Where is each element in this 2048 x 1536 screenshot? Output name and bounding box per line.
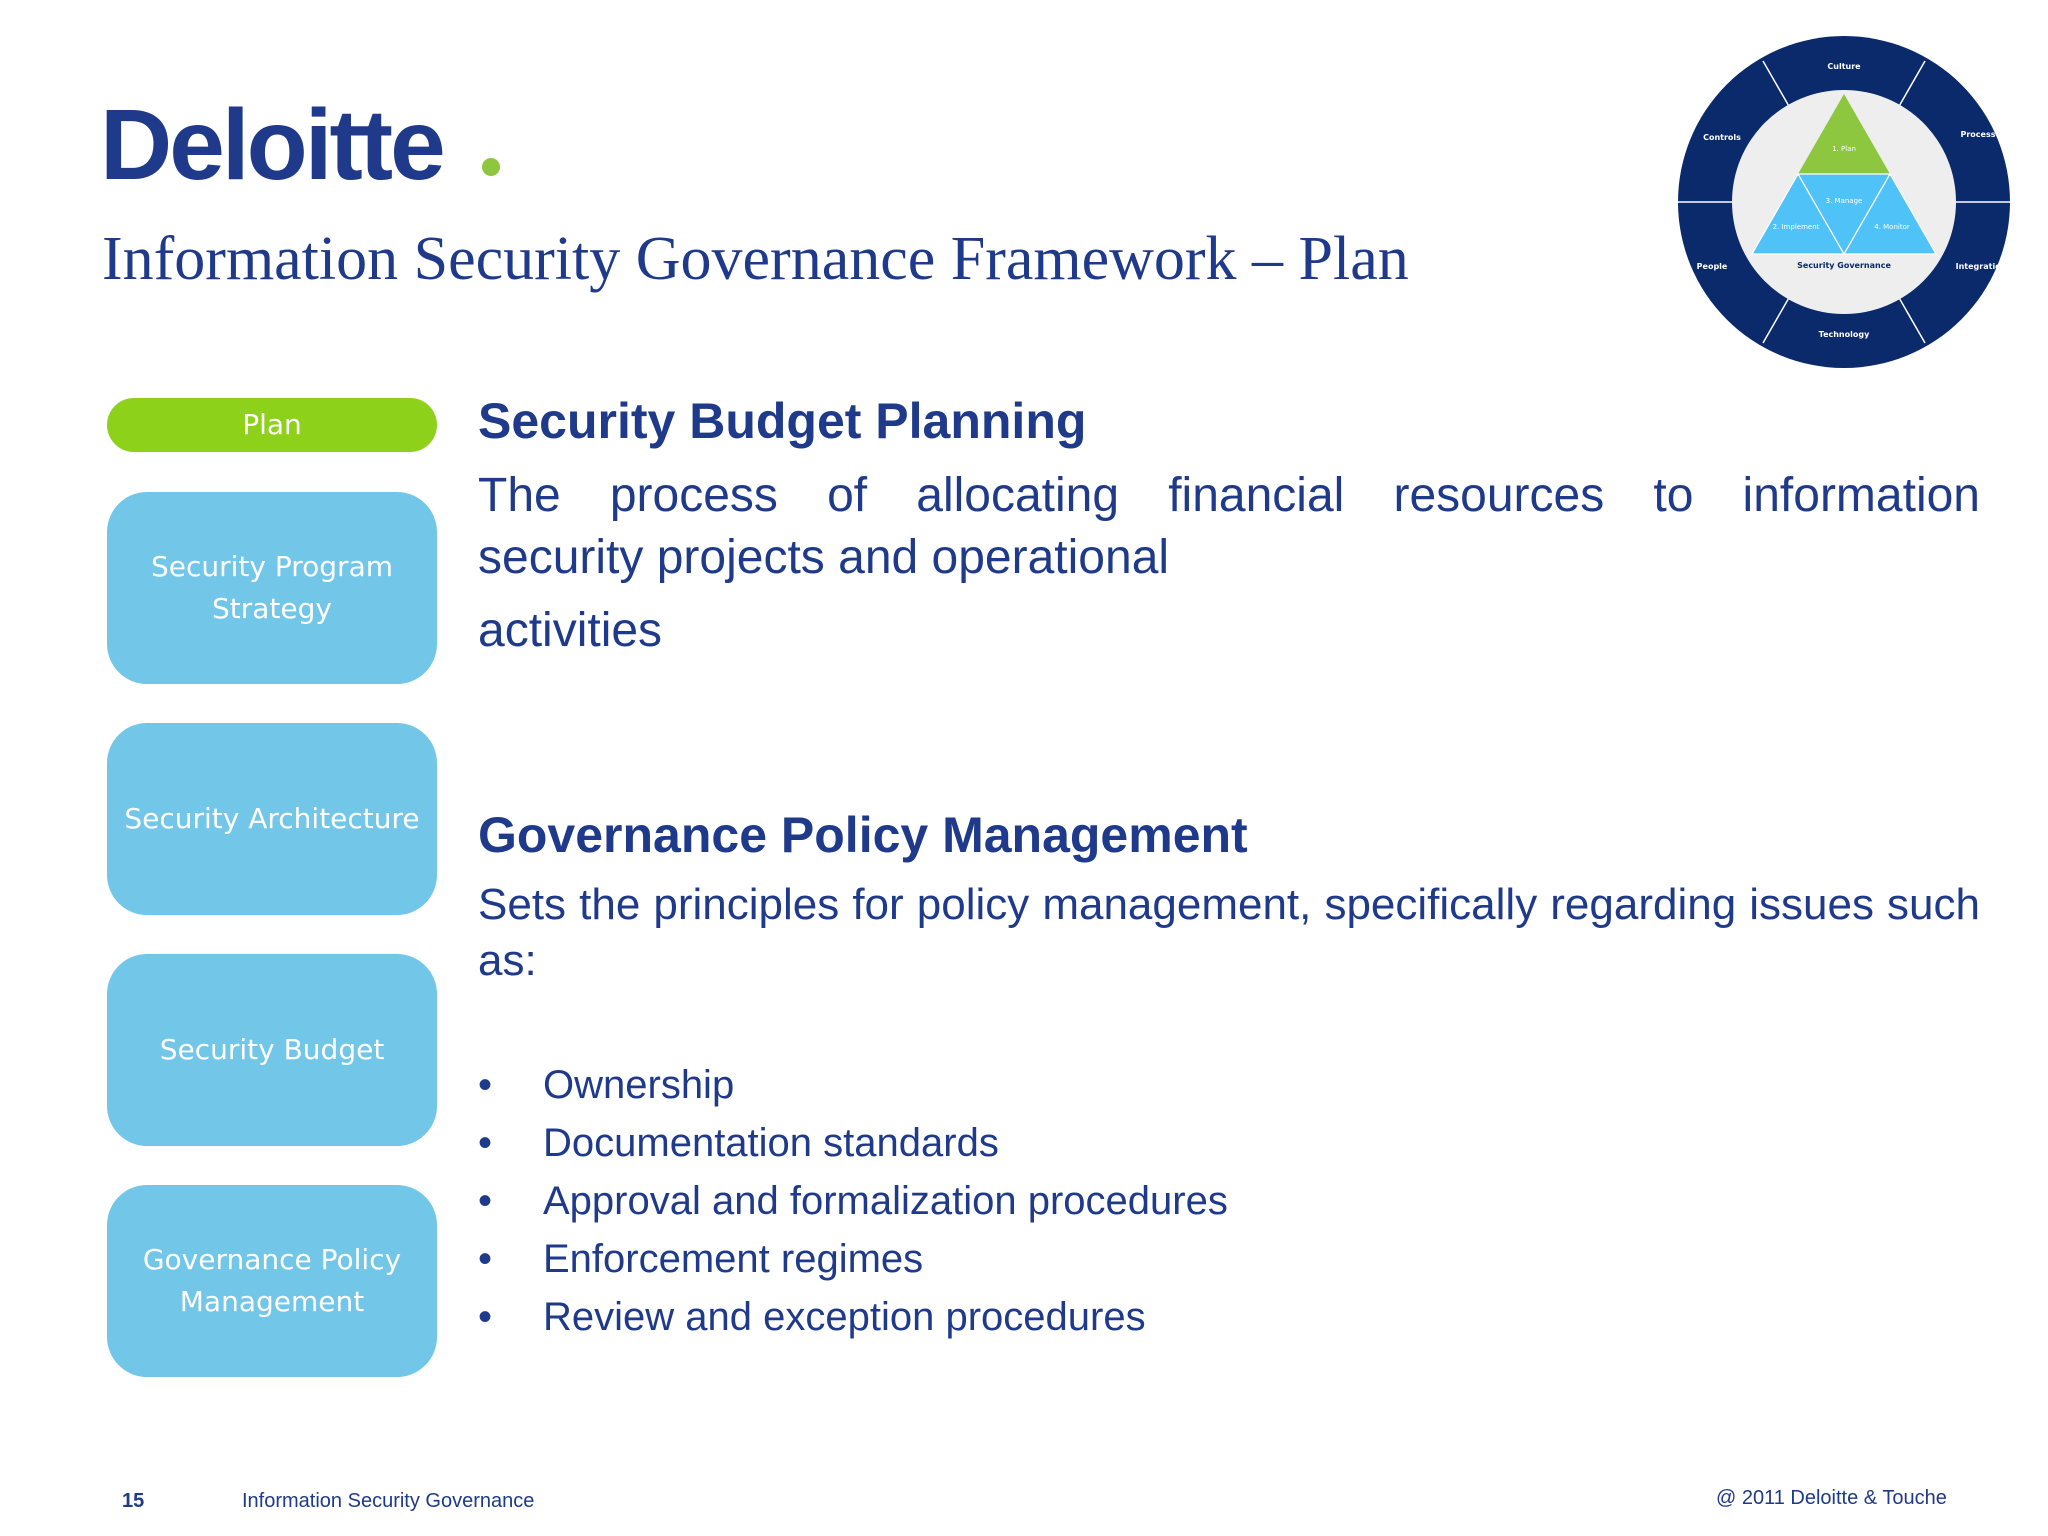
list-item-text: Documentation standards — [543, 1121, 999, 1165]
governance-policy-management-heading: Governance Policy Management — [478, 807, 1248, 863]
triangle-implement-label: 2. Implement — [1772, 223, 1820, 231]
wheel-culture-label: Culture — [1827, 62, 1861, 71]
section1-text-line1: The process of allocating financial resources to information — [478, 469, 1980, 522]
list-item-text: Enforcement regimes — [543, 1237, 924, 1281]
bullet-icon: • — [478, 1063, 493, 1107]
list-item — [478, 1172, 1228, 1230]
security-budget-planning-heading: Security Budget Planning — [478, 393, 1087, 449]
wheel-controls-label: Controls — [1703, 133, 1741, 142]
wheel-people-label: People — [1696, 262, 1728, 271]
policy-issues-list — [478, 1056, 1228, 1346]
deloitte-logo: Deloitte — [100, 89, 443, 201]
list-item — [478, 1056, 1228, 1114]
sidebar-item-security-program-strategy[interactable]: Security Program Strategy — [107, 492, 437, 684]
section1-text-line3: activities — [478, 604, 663, 657]
copyright: @ 2011 Deloitte & Touche — [1716, 1487, 1947, 1509]
wheel-process-label: Process — [1960, 130, 1996, 139]
triangle-monitor-label: 4. Monitor — [1874, 223, 1910, 231]
list-item-text: Review and exception procedures — [543, 1295, 1146, 1339]
bullet-icon: • — [478, 1237, 493, 1281]
logo-dot-icon — [482, 158, 500, 176]
bullet-icon: • — [478, 1121, 493, 1165]
list-item-text: Approval and formalization procedures — [543, 1179, 1228, 1223]
governance-wheel-diagram — [1678, 36, 2010, 368]
wheel-integration-label: Integration — [1955, 262, 2007, 271]
sidebar-item-plan[interactable]: Plan — [107, 398, 437, 452]
footer-title: Information Security Governance — [242, 1490, 535, 1512]
triangle-plan-label: 1. Plan — [1832, 145, 1856, 153]
list-item — [478, 1114, 1228, 1172]
bullet-icon: • — [478, 1295, 493, 1339]
page-number: 15 — [122, 1490, 145, 1512]
sidebar-item-governance-policy-management[interactable]: Governance Policy Management — [107, 1185, 437, 1377]
bullet-icon: • — [478, 1179, 493, 1223]
section2-text: Sets the principles for policy management, specifically regarding issues such as: — [478, 880, 1980, 985]
page-title: Information Security Governance Framework – Plan — [102, 225, 1409, 293]
wheel-center-label: Security Governance — [1797, 261, 1891, 270]
wheel-technology-label: Technology — [1818, 330, 1870, 339]
list-item — [478, 1288, 1228, 1346]
list-item — [478, 1230, 1228, 1288]
sidebar-item-security-budget[interactable]: Security Budget — [107, 954, 437, 1146]
triangle-manage-label: 3. Manage — [1825, 197, 1863, 205]
list-item-text: Ownership — [543, 1063, 735, 1107]
sidebar-item-security-architecture[interactable]: Security Architecture — [107, 723, 437, 915]
section1-text-line2: security projects and operational — [478, 531, 1170, 584]
